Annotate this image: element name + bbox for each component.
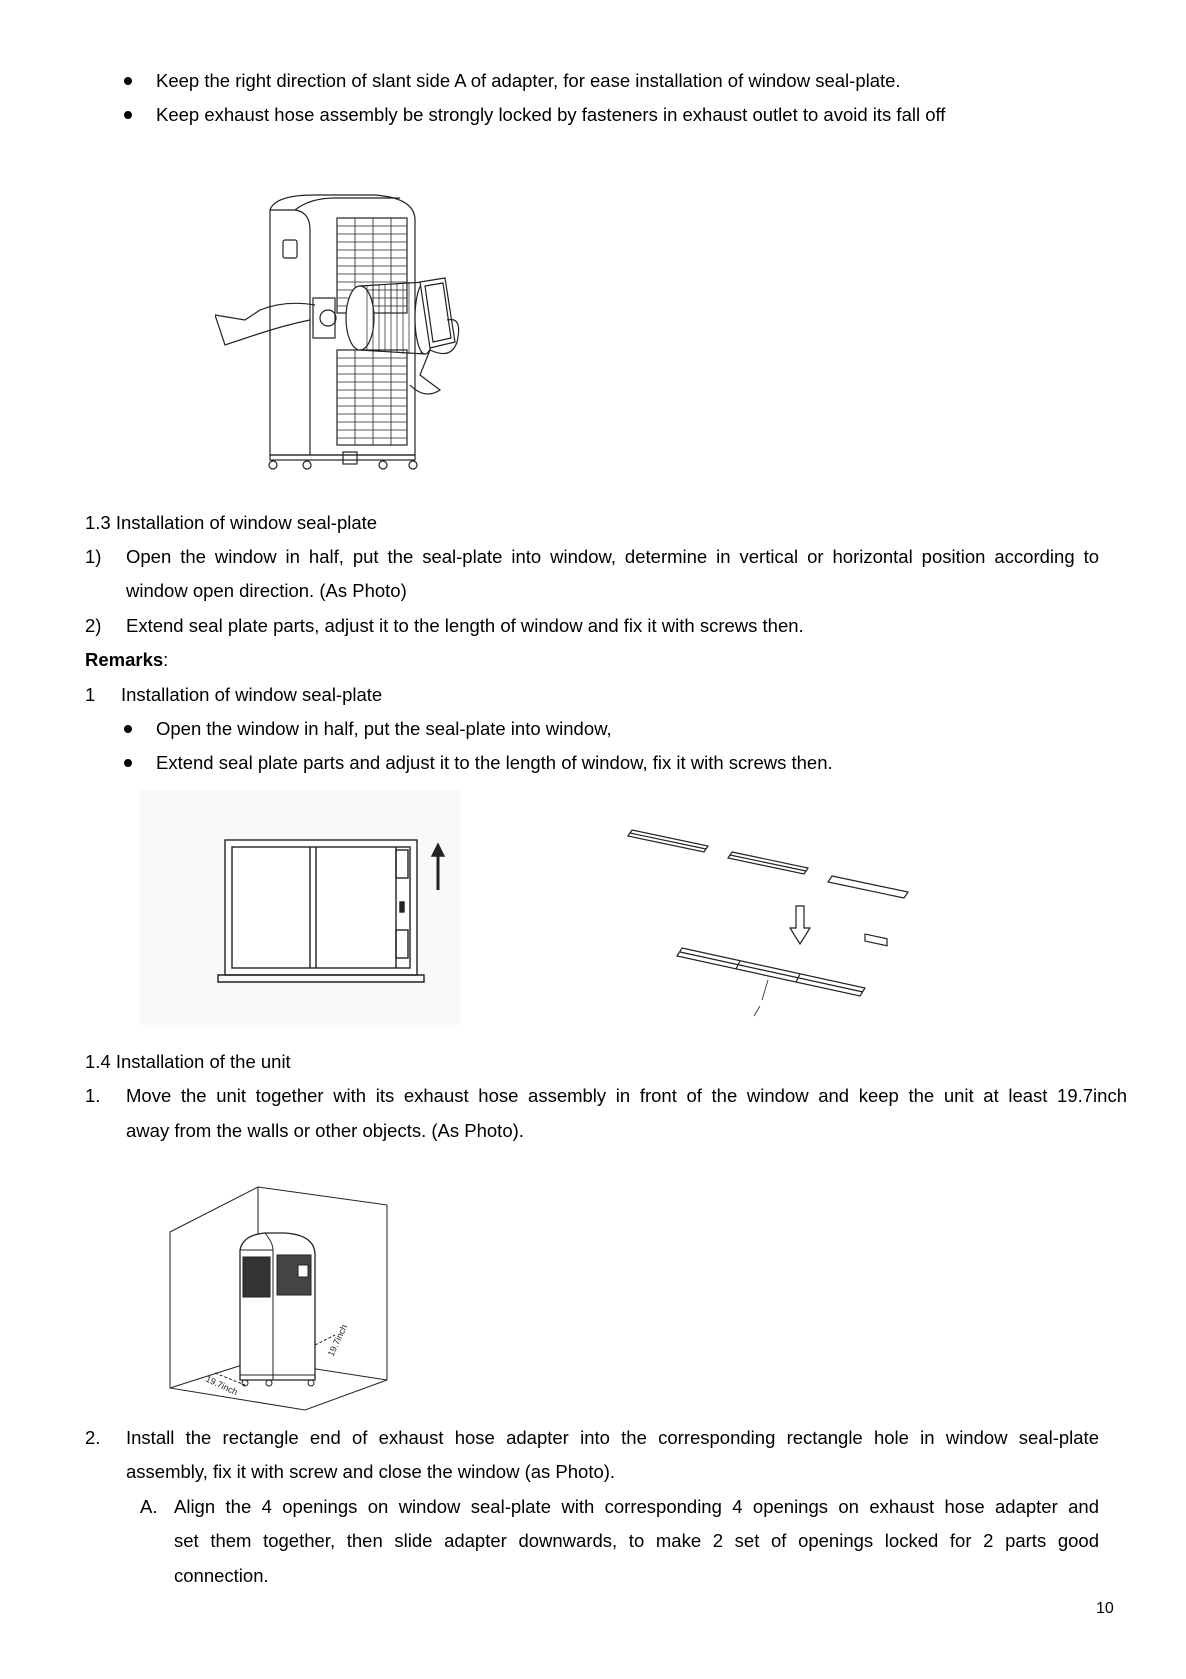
remarks-heading [85,649,168,671]
figure-window-seal-plate [140,790,460,1025]
intro-bullet-1: Keep the right direction of slant side A of adapter, for ease installation of window seal-plate. [156,70,901,91]
sub-a-line-3: connection. [174,1565,269,1586]
remark-item-text: Installation of window seal-plate [121,684,383,705]
page-number: 10 [1096,1600,1114,1617]
sub-a-line-2: set them together, then slide adapter downwards, to make 2 set of openings locked for 2 parts good [174,1530,1099,1551]
remark-item-number: 1 [85,684,96,705]
section-1-3-heading: 1.3 Installation of window seal-plate [85,512,378,533]
intro-bullet-2: Keep exhaust hose assembly be strongly locked by fasteners in exhaust outlet to avoid its fall off [156,104,946,125]
remarks-label: Remarks [85,649,164,670]
step-1-4-line-2: away from the walls or other objects. (As Photo). [126,1120,524,1141]
step-1-4-line-1: Move the unit together with its exhaust hose assembly in front of the window and keep the unit at least 19.7inch [126,1085,1127,1106]
remark-bullet-2: Extend seal plate parts and adjust it to the length of window, fix it with screws then. [156,752,833,773]
clearance-label-right: 19.7inch [325,1322,350,1358]
clearance-label-left: 19.7inch [204,1373,240,1398]
figure-seal-plate-parts [620,820,920,1030]
step-1-number: 1) [85,546,102,567]
bullet-dot [124,111,132,119]
remarks-colon: : [163,649,169,670]
bullet-dot [124,759,132,767]
step-1-line-1: Open the window in half, put the seal-plate into window, determine in vertical or horizontal position according to [126,546,1099,567]
step-2-text: Extend seal plate parts, adjust it to the length of window and fix it with screws then. [126,615,804,636]
step-2-number: 2) [85,615,102,636]
step-2-4-line-1: Install the rectangle end of exhaust hose adapter into the corresponding rectangle hole in window seal-plate [126,1427,1099,1448]
step-1-4-number: 1. [85,1085,101,1106]
step-1-line-2: window open direction. (As Photo) [126,580,407,601]
section-1-4-heading: 1.4 Installation of the unit [85,1051,291,1072]
figure-unit-clearance [165,1185,395,1415]
step-2-4-number: 2. [85,1427,101,1448]
sub-a-line-1: Align the 4 openings on window seal-plate with corresponding 4 openings on exhaust hose adapter and [174,1496,1099,1517]
sub-a-letter: A. [140,1496,158,1517]
remark-bullet-1: Open the window in half, put the seal-plate into window, [156,718,612,739]
bullet-dot [124,77,132,85]
step-2-4-line-2: assembly, fix it with screw and close the window (as Photo). [126,1461,616,1482]
figure-unit-hose-install [215,190,515,490]
bullet-dot [124,725,132,733]
